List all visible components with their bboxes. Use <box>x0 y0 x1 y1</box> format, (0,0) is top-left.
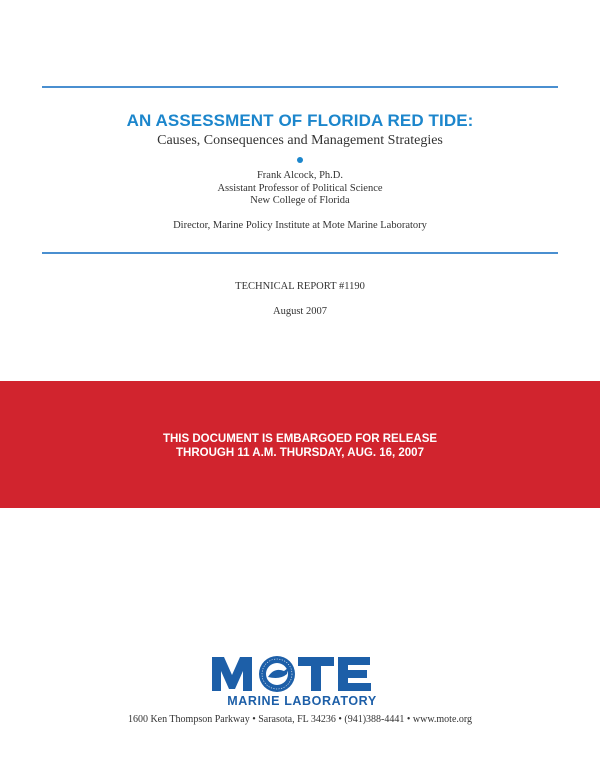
bullet-dot-icon <box>297 157 303 163</box>
embargo-line-1: THIS DOCUMENT IS EMBARGOED FOR RELEASE <box>162 433 438 445</box>
embargo-banner <box>0 381 600 508</box>
embargo-line-2: THROUGH 11 A.M. THURSDAY, AUG. 16, 2007 <box>176 447 424 459</box>
author-director-role: Director, Marine Policy Institute at Mote Marine Laboratory <box>173 220 427 231</box>
report-date: August 2007 <box>273 306 327 317</box>
mote-marine-laboratory-logo <box>210 653 395 709</box>
footer-address: 1600 Ken Thompson Parkway • Sarasota, FL 34236 • (941)388-4441 • www.mote.org <box>127 714 473 725</box>
seal-emblem-icon <box>259 656 295 692</box>
report-number: TECHNICAL REPORT #1190 <box>235 281 365 292</box>
top-divider <box>42 86 558 88</box>
middle-divider <box>42 252 558 254</box>
author-name: Frank Alcock, Ph.D. <box>256 170 344 181</box>
author-position: Assistant Professor of Political Science <box>217 183 383 194</box>
author-institution: New College of Florida <box>250 195 350 206</box>
document-subtitle: Causes, Consequences and Management Strategies <box>157 133 443 148</box>
document-title: AN ASSESSMENT OF FLORIDA RED TIDE: <box>126 111 474 130</box>
logo-tagline: MARINE LABORATORY <box>227 694 377 708</box>
